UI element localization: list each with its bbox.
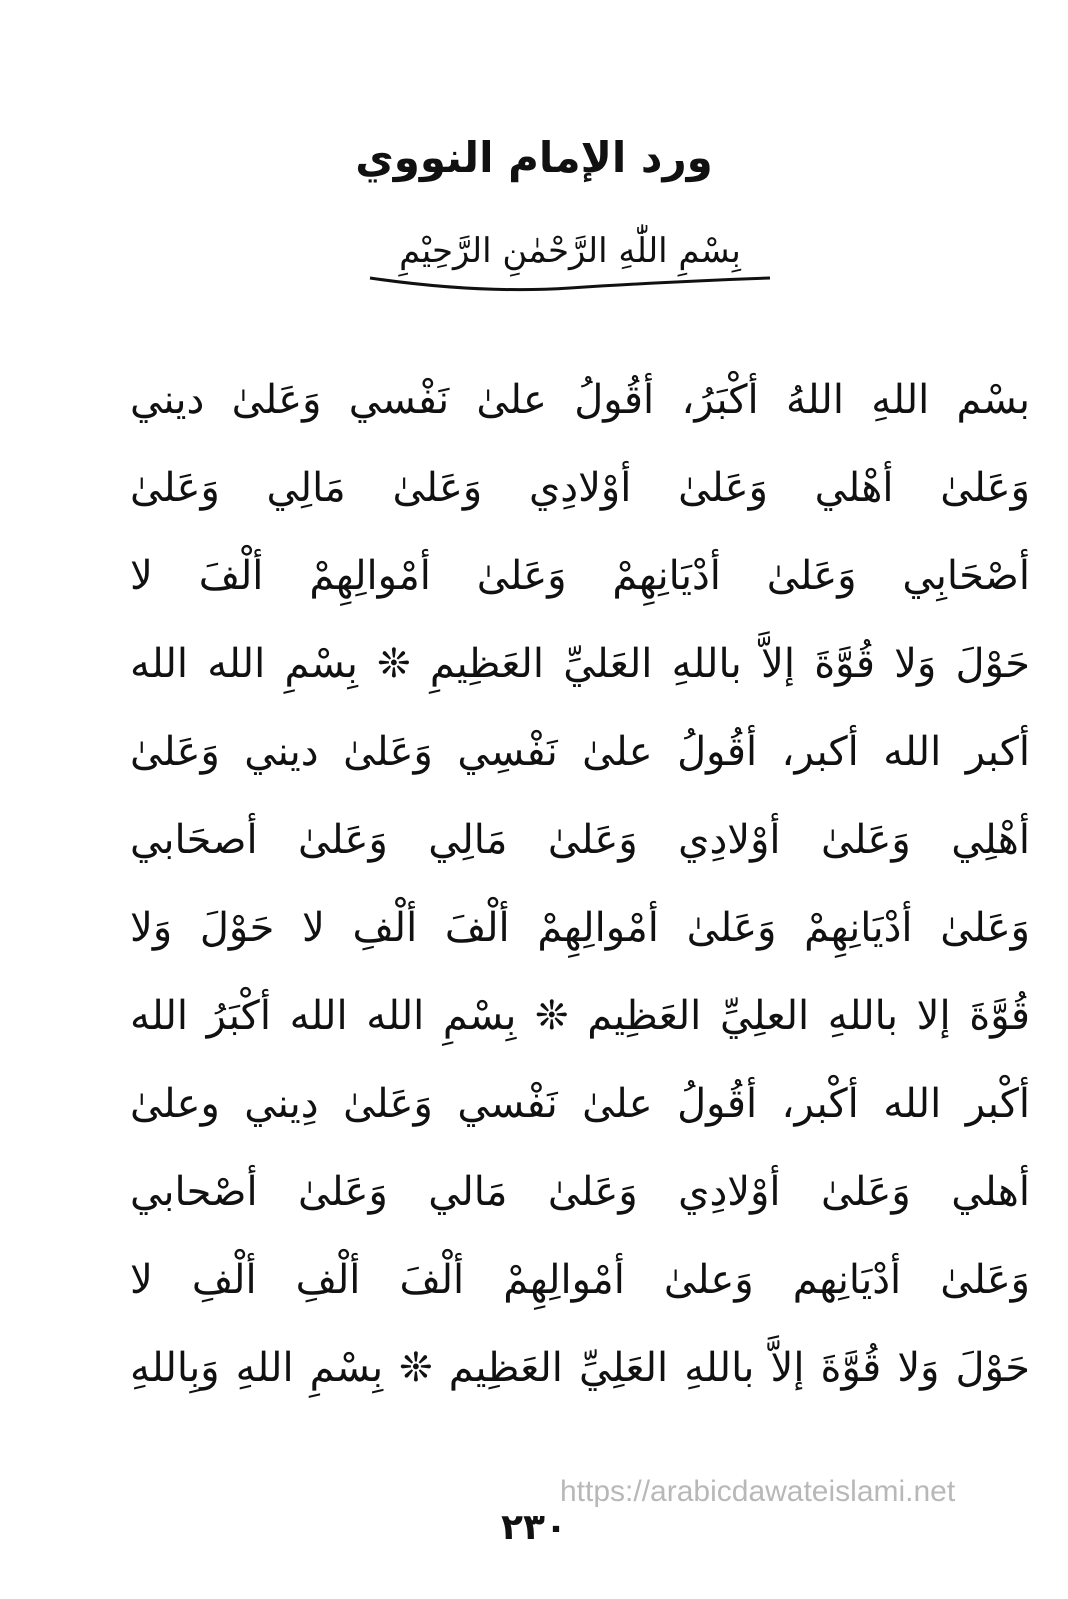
page-number: ٢٣٠ [501, 1507, 567, 1548]
text-line: وَعَلىٰ أدْيَانِهِمْ وَعَلىٰ أمْوالِهِمْ ألْفَ ألْفِ لا حَوْلَ وَلا [130, 905, 1030, 951]
text-line: أكْبر الله أكْبر، أقُولُ علىٰ نَفْسي وَعَلىٰ دِيني وعلىٰ [130, 1081, 1030, 1127]
prayer-text [130, 356, 1030, 1412]
text-line: أصْحَابِي وَعَلىٰ أدْيَانِهِمْ وَعَلىٰ أمْوالِهِمْ ألْفَ لا [130, 553, 1030, 599]
text-line: وَعَلىٰ أدْيَانِهم وَعلىٰ أمْوالِهِمْ ألْفَ ألْفِ ألْفِ لا [130, 1257, 1030, 1303]
text-line: وَعَلىٰ أهْلي وَعَلىٰ أوْلادِي وَعَلىٰ مَالِي وَعَلىٰ [130, 465, 1030, 511]
text-line: بسْم اللهِ اللهُ أكْبَرُ، أقُولُ علىٰ نَفْسي وَعَلىٰ ديني [130, 377, 1030, 423]
basmala-text: بِسْمِ اللّٰهِ الرَّحْمٰنِ الرَّحِيْمِ [399, 231, 741, 271]
basmala-calligraphy [360, 226, 780, 306]
watermark-url: https://arabicdawateislami.net [560, 1475, 956, 1508]
basmala-flourish [360, 270, 780, 300]
text-line: أهلي وَعَلىٰ أوْلادِي وَعَلىٰ مَالي وَعَلىٰ أصْحابي [130, 1169, 1030, 1215]
text-line: حَوْلَ وَلا قُوَّةَ إلاَّ باللهِ العَلِيِّ العَظِيم ❊ بِسْمِ اللهِ وَبِاللهِ [130, 1345, 1030, 1391]
text-line: أكبر الله أكبر، أقُولُ علىٰ نَفْسِي وَعَلىٰ ديني وَعَلىٰ [130, 729, 1030, 775]
text-line: قُوَّةَ إلا باللهِ العلِيِّ العَظِيم ❊ بِسْمِ الله الله أكْبَرُ الله [130, 993, 1030, 1039]
text-line: حَوْلَ وَلا قُوَّةَ إلاَّ باللهِ العَليِّ العَظِيمِ ❊ بِسْمِ الله الله [130, 641, 1030, 687]
text-line: أهْلِي وَعَلىٰ أوْلادِي وَعَلىٰ مَالِي وَعَلىٰ أصحَابي [130, 817, 1030, 863]
page-title: ورد الإمام النووي [355, 133, 713, 182]
